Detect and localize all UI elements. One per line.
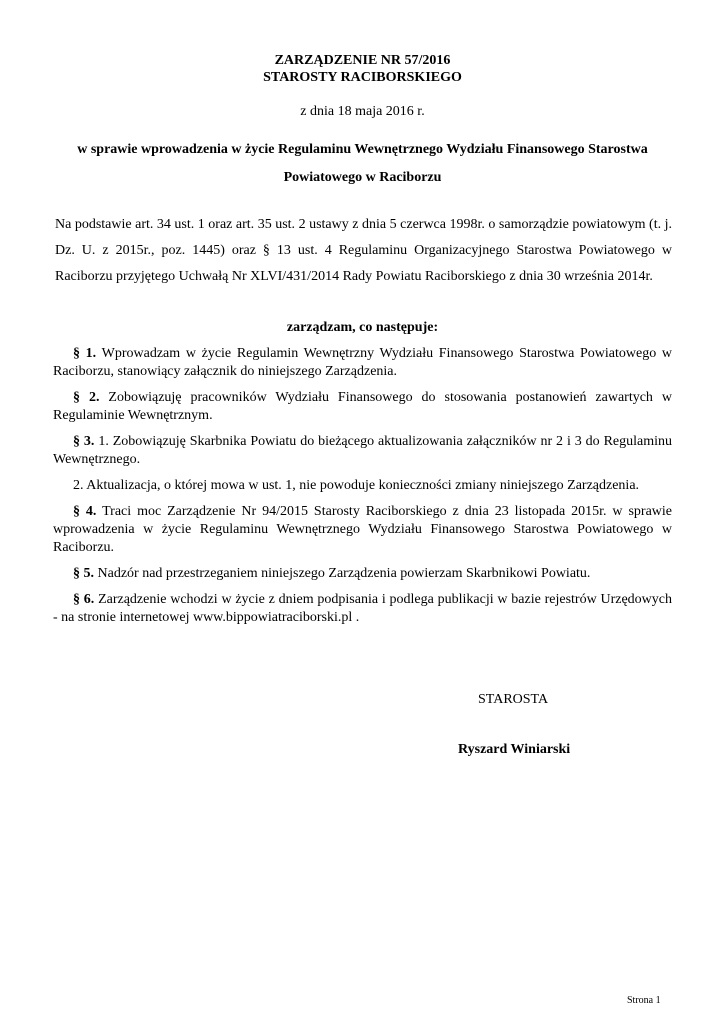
paragraph-2-text: Zobowiązuję pracowników Wydziału Finansowego do stosowania postanowień zawartych w Regulaminie Wewnętrznym. <box>53 390 672 423</box>
document-subject: w sprawie wprowadzenia w życie Regulaminu Wewnętrznego Wydziału Finansowego Starostwa Powiatowego w Raciborzu <box>77 142 648 185</box>
paragraph-5-text: Nadzór nad przestrzeganiem niniejszego Zarządzenia powierzam Skarbnikowi Powiatu. <box>94 566 591 581</box>
signer-title: STAROSTA <box>478 692 549 707</box>
paragraph-4 <box>53 503 672 557</box>
order-heading: zarządzam, co następuje: <box>286 320 439 335</box>
paragraph-4-label: § 4. <box>73 504 97 519</box>
paragraph-6-text: Zarządzenie wchodzi w życie z dniem podpisania i podlega publikacji w bazie rejestrów Urzędowych - na stronie internetowej www.bippowiatraciborski.pl . <box>53 592 672 625</box>
legal-basis: Na podstawie art. 34 ust. 1 oraz art. 35 ust. 2 ustawy z dnia 5 czerwca 1998r. o samorządzie powiatowym (t. j. Dz. U. z 2015r., poz. 1445) oraz § 13 ust. 4 Regulaminu Organizacyjnego Starostwa Powiatowego w Raciborzu przyjętego Uchwałą Nr XLVI/431/2014 Rady Powiatu Raciborskiego z dnia 30 września 2014r. <box>55 217 672 284</box>
paragraph-1-text: Wprowadzam w życie Regulamin Wewnętrzny Wydziału Finansowego Starostwa Powiatowego w Raciborzu, stanowiący załącznik do niniejszego Zarządzenia. <box>53 346 673 379</box>
paragraph-5 <box>53 565 672 583</box>
document-date: z dnia 18 maja 2016 r. <box>300 104 425 119</box>
paragraph-6 <box>53 591 672 627</box>
paragraph-1-label: § 1. <box>73 346 97 361</box>
paragraphs-list <box>53 345 672 635</box>
document-title-line2: STAROSTY RACIBORSKIEGO <box>263 70 462 85</box>
paragraph-2 <box>53 389 672 425</box>
paragraph-3 <box>53 433 672 469</box>
paragraph-2-label: § 2. <box>73 390 100 405</box>
paragraph-3-point-2 <box>53 477 672 495</box>
paragraph-3-text: 1. Zobowiązuję Skarbnika Powiatu do bieżącego aktualizowania załączników nr 2 i 3 do Regulaminu Wewnętrznego. <box>53 434 673 467</box>
paragraph-3-point-2-text: 2. Aktualizacja, o której mowa w ust. 1, nie powoduje konieczności zmiany niniejszego Zarządzenia. <box>73 478 640 493</box>
paragraph-4-text: Traci moc Zarządzenie Nr 94/2015 Starosty Raciborskiego z dnia 23 listopada 2015r. w sprawie wprowadzenia w życie Regulaminu Wewnętrznego Wydziału Finansowego Starostwa Powiatowego w Raciborzu. <box>53 504 672 555</box>
paragraph-1 <box>53 345 672 381</box>
paragraph-5-label: § 5. <box>73 566 94 581</box>
signer-name: Ryszard Winiarski <box>458 742 571 757</box>
paragraph-6-label: § 6. <box>73 592 95 607</box>
document-title-line1: ZARZĄDZENIE NR 57/2016 <box>274 53 451 68</box>
paragraph-3-label: § 3. <box>73 434 95 449</box>
page-number: Strona 1 <box>627 995 661 1006</box>
